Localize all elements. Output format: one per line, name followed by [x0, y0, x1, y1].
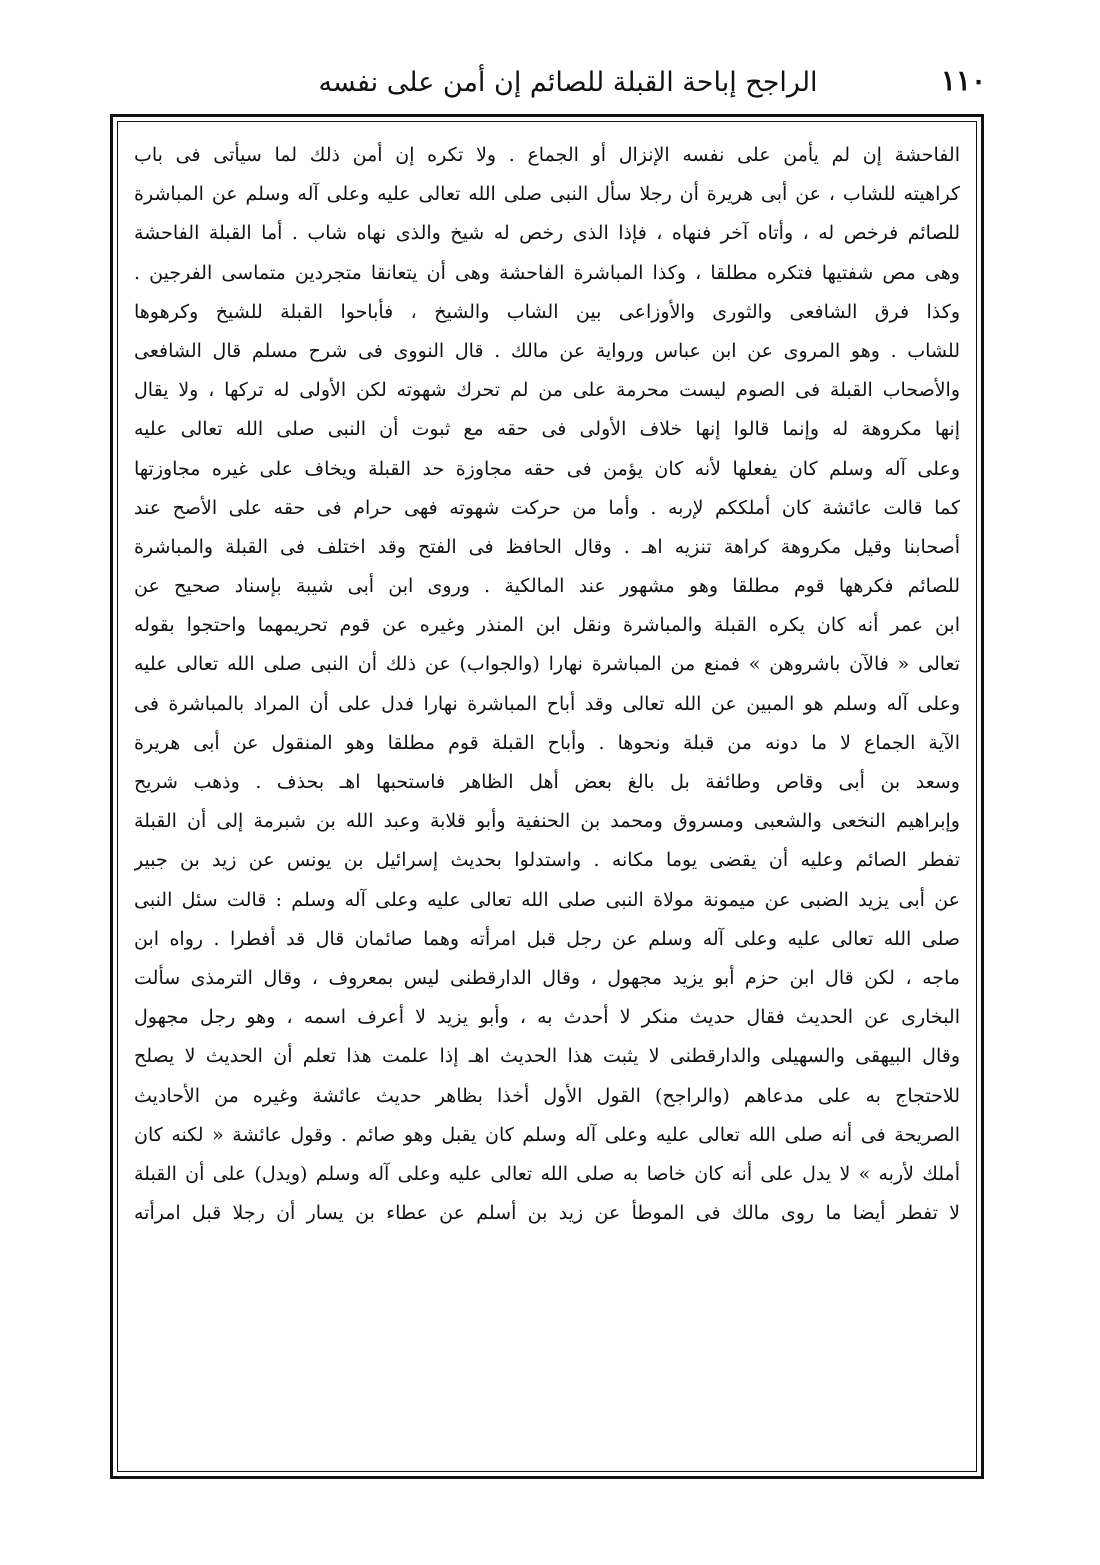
- page-header: [118, 60, 998, 104]
- text-line: وكذا فرق الشافعى والثورى والأوزاعى بين الشاب والشيخ ، فأباحوا القبلة للشيخ وكرهوها: [134, 300, 960, 323]
- text-line: وإبراهيم النخعى والشعبى ومسروق ومحمد بن الحنفية وأبو قلابة وعبد الله بن شبرمة إلى أن القبلة: [134, 810, 960, 833]
- text-line: إنها مكروهة له وإنما قالوا إنها خلاف الأولى فى حقه مع ثبوت أن النبى صلى الله تعالى عليه: [134, 418, 960, 441]
- body-text: [134, 136, 960, 1462]
- text-line: وهى مص شفتيها فتكره مطلقا ، وكذا المباشرة الفاحشة وهى أن يتعانقا متجردين متماسى الفرجين .: [134, 261, 960, 284]
- text-line: وعلى آله وسلم كان يفعلها لأنه كان يؤمن فى حقه مجاوزة حد القبلة ويخاف على غيره مجاوزتها: [134, 457, 960, 480]
- text-line: الصريحة فى أنه صلى الله تعالى عليه وعلى آله وسلم كان يقبل وهو صائم . وقول عائشة « لكنه كان: [134, 1123, 960, 1146]
- text-line: الفاحشة إن لم يأمن على نفسه الإنزال أو الجماع . ولا تكره إن أمن ذلك لما سيأتى فى باب: [134, 144, 960, 166]
- text-line: للصائم فرخص له ، وأتاه آخر فنهاه ، فإذا الذى رخص له شيخ والذى نهاه شاب . أما القبلة الفاحشة: [134, 222, 960, 245]
- text-line: أملك لأربه » لا يدل على أنه كان خاصا به صلى الله تعالى عليه وعلى آله وسلم (ويدل) على أن القبلة: [134, 1162, 960, 1185]
- text-line: عن أبى يزيد الضبى عن ميمونة مولاة النبى صلى الله تعالى عليه وعلى آله وسلم : قالت سئل النبى: [134, 888, 960, 911]
- text-line: وسعد بن أبى وقاص وطائفة بل بالغ بعض أهل الظاهر فاستحبها اهـ بحذف . وذهب شريح: [134, 771, 960, 793]
- text-line: ابن عمر أنه كان يكره القبلة والمباشرة ونقل ابن المنذر وغيره عن قوم تحريمهما واحتجوا بقوله: [134, 614, 960, 637]
- text-line: كما قالت عائشة كان أملككم لإربه . وأما من حركت شهوته فهى حرام فى حقه على الأصح عند: [134, 496, 960, 519]
- text-line: والأصحاب القبلة فى الصوم ليست محرمة على من لم تحرك شهوته لكن الأولى له تركها ، ولا يقال: [134, 379, 960, 402]
- text-line: البخارى عن الحديث فقال حديث منكر لا أحدث به ، وأبو يزيد لا أعرف اسمه ، وهو رجل مجهول: [134, 1006, 960, 1029]
- page-number: ١١٠: [940, 64, 986, 97]
- text-line: وعلى آله وسلم هو المبين عن الله تعالى وقد أباح المباشرة نهارا فدل على أن المراد بالمباشرة فى: [134, 692, 960, 715]
- text-line: للاحتجاج به على مدعاهم (والراجح) القول الأول أخذا بظاهر حديث عائشة وغيره من الأحاديث: [134, 1084, 960, 1107]
- text-line: تعالى « فالآن باشروهن » فمنع من المباشرة نهارا (والجواب) عن ذلك أن النبى صلى الله تعالى عليه: [134, 653, 960, 676]
- text-line: لا تفطر أيضا ما روى مالك فى الموطأ عن زيد بن أسلم عن عطاء بن يسار أن رجلا قبل امرأته: [134, 1202, 960, 1225]
- text-line: للشاب . وهو المروى عن ابن عباس ورواية عن مالك . قال النووى فى شرح مسلم قال الشافعى: [134, 339, 960, 362]
- text-line: الآية الجماع لا ما دونه من قبلة ونحوها . وأباح القبلة قوم مطلقا وهو المنقول عن أبى هريرة: [134, 731, 960, 754]
- text-line: ماجه ، لكن قال ابن حزم أبو يزيد مجهول ، وقال الدارقطنى ليس بمعروف ، وقال الترمذى سألت: [134, 966, 960, 989]
- text-line: صلى الله تعالى عليه وعلى آله وسلم عن رجل قبل امرأته وهما صائمان قال قد أفطرا . رواه ابن: [134, 927, 960, 950]
- text-line: للصائم فكرهها قوم مطلقا وهو مشهور عند المالكية . وروى ابن أبى شيبة بإسناد صحيح عن: [134, 575, 960, 598]
- text-line: أصحابنا وقيل مكروهة كراهة تنزيه اهـ . وقال الحافظ فى الفتح وقد اختلف فى القبلة والمباشرة: [134, 535, 960, 558]
- running-title: الراجح إباحة القبلة للصائم إن أمن على نفسه: [318, 67, 818, 98]
- text-line: كراهيته للشاب ، عن أبى هريرة أن رجلا سأل النبى صلى الله تعالى عليه وعلى آله وسلم عن المباشرة: [134, 183, 960, 206]
- text-line: وقال البيهقى والسهيلى والدارقطنى لا يثبت هذا الحديث اهـ إذا علمت هذا تعلم أن الحديث لا يصلح: [134, 1045, 960, 1068]
- text-line: تفطر الصائم وعليه أن يقضى يوما مكانه . واستدلوا بحديث إسرائيل بن يونس عن زيد بن جبير: [134, 849, 960, 872]
